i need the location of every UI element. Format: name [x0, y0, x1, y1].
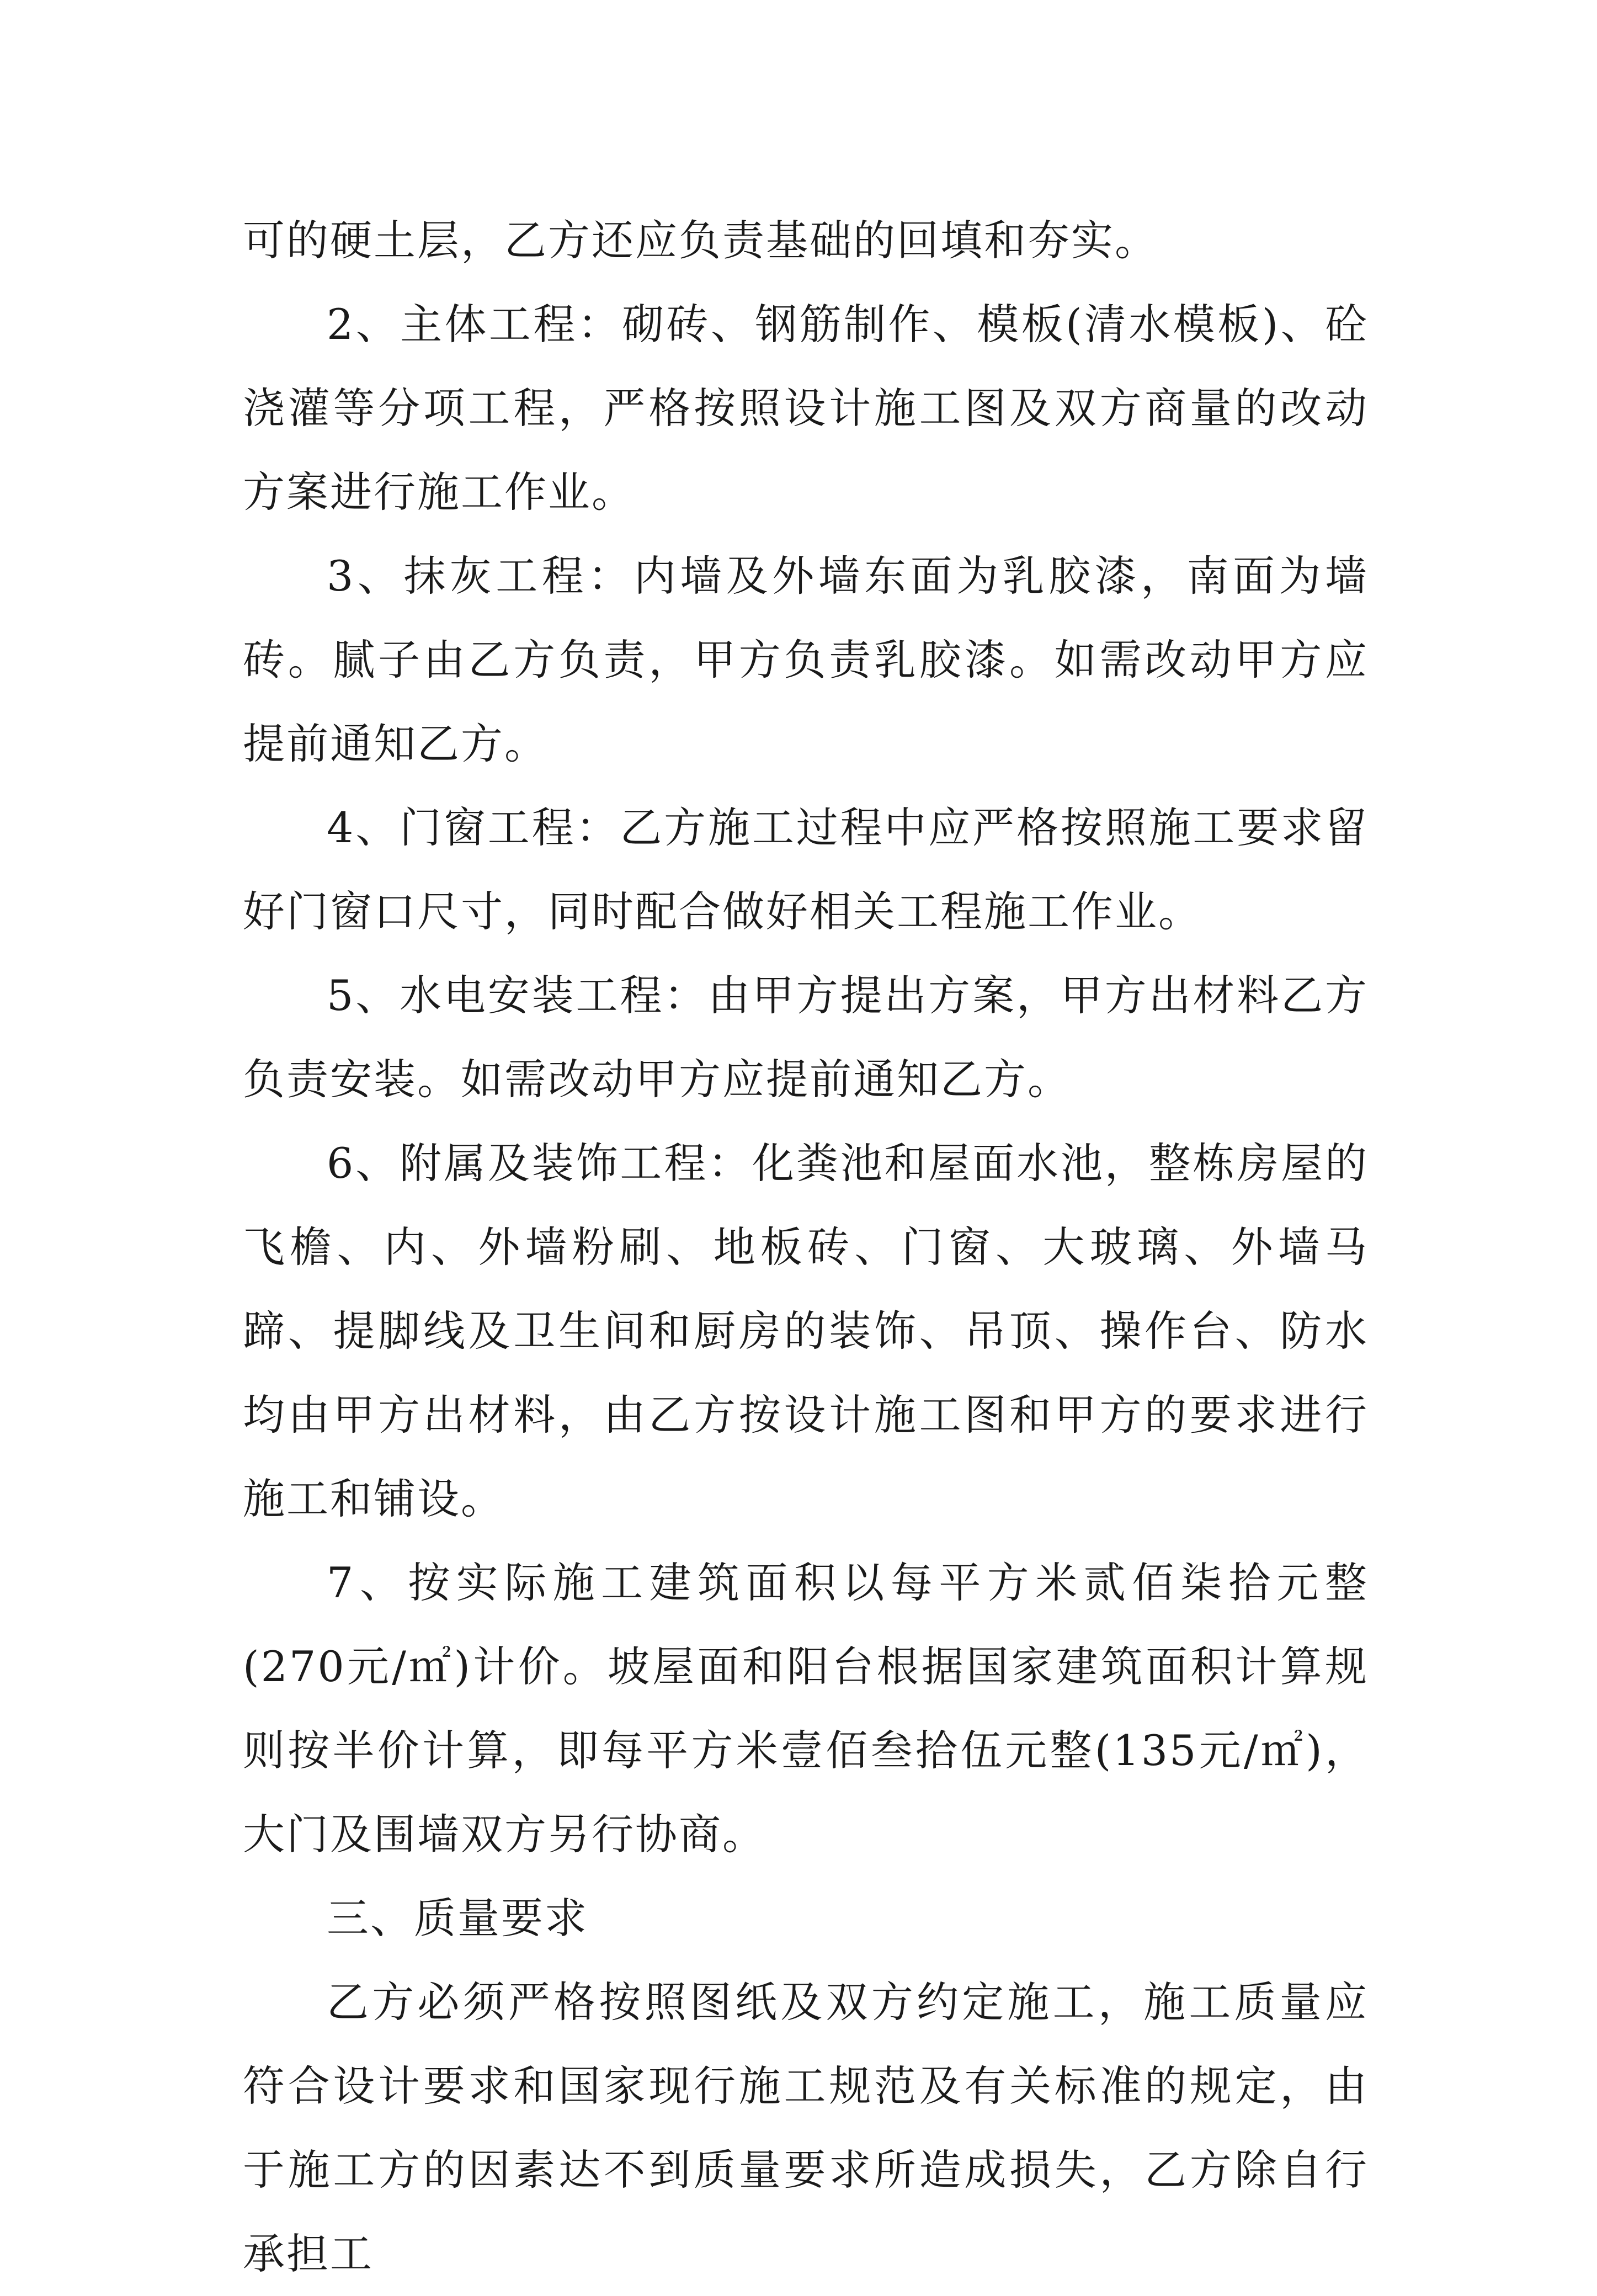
paragraph-main-works: 2、主体工程：砌砖、钢筋制作、模板(清水模板)、砼浇灌等分项工程，严格按照设计施工图及双方商量的改动方案进行施工作业。: [243, 300, 1369, 517]
paragraph-continuation: 可的硬土层，乙方还应负责基础的回填和夯实。: [243, 216, 1158, 265]
paragraph-plastering: 3、抹灰工程：内墙及外墙东面为乳胶漆，南面为墙砖。腻子由乙方负责，甲方负责乳胶漆。如需改动甲方应提前通知乙方。: [243, 551, 1369, 768]
document-body: [243, 199, 1369, 2296]
section-heading-quality: 三、质量要求: [327, 1894, 588, 1943]
paragraph-ancillary-decoration: 6、附属及装饰工程：化粪池和屋面水池，整栋房屋的飞檐、内、外墙粉刷、地板砖、门窗、大玻璃、外墙马蹄、提脚线及卫生间和厨房的装饰、吊顶、操作台、防水均由甲方出材料，由乙方按设计施工图和甲方的要求进行施工和铺设。: [243, 1139, 1369, 1523]
paragraph-plumbing-electrical: 5、水电安装工程：由甲方提出方案，甲方出材料乙方负责安装。如需改动甲方应提前通知乙方。: [243, 971, 1369, 1104]
paragraph-doors-windows: 4、门窗工程：乙方施工过程中应严格按照施工要求留好门窗口尺寸，同时配合做好相关工程施工作业。: [243, 803, 1369, 936]
paragraph-quality-requirements: 乙方必须严格按照图纸及双方约定施工，施工质量应符合设计要求和国家现行施工规范及有关标准的规定，由于施工方的因素达不到质量要求所造成损失，乙方除自行承担工: [243, 1978, 1369, 2278]
paragraph-pricing: 7、按实际施工建筑面积以每平方米贰佰柒拾元整(270元/㎡)计价。坡屋面和阳台根据国家建筑面积计算规则按半价计算，即每平方米壹佰叁拾伍元整(135元/㎡)，大门及围墙双方另行协商。: [243, 1558, 1369, 1859]
